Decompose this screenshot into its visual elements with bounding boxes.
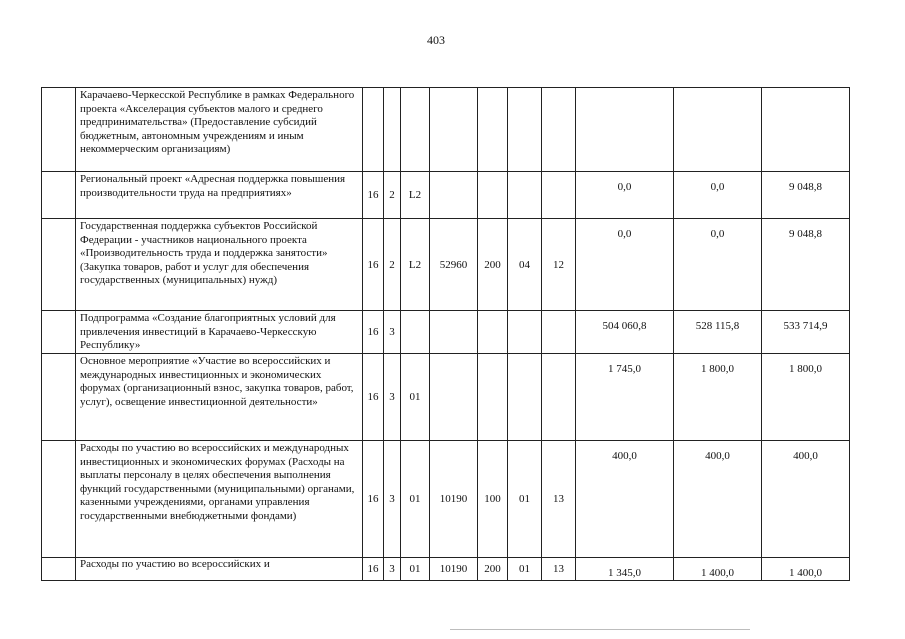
code-prog-cell: 16 [363,558,384,581]
code-rz-cell [508,88,542,172]
table-row [42,311,850,354]
amount-y2022-cell: 1 400,0 [762,558,850,581]
amount-y2020-cell: 504 060,8 [576,311,674,354]
code-prog-cell: 16 [363,219,384,311]
code-sub-cell: 3 [384,311,401,354]
item-name-cell: Основное мероприятие «Участие во всероссийских и международных инвестиционных и экономических форумах (организационный взнос, закупка товаров, работ, услуг), освещение инвестиционной деятельности» [76,354,363,441]
code-prog-cell: 16 [363,354,384,441]
code-main-cell: L2 [401,172,430,219]
code-sub-cell: 2 [384,172,401,219]
code-sub-cell [384,88,401,172]
code-pr-cell [542,88,576,172]
row-number-cell [42,172,76,219]
row-number-cell [42,88,76,172]
code-dir-cell [430,88,478,172]
row-number-cell [42,311,76,354]
code-rz-cell [508,354,542,441]
code-dir-cell: 10190 [430,558,478,581]
amount-y2022-cell [762,88,850,172]
code-rz-cell [508,172,542,219]
code-pr-cell: 12 [542,219,576,311]
code-kvr-cell [478,311,508,354]
table-row [42,219,850,311]
amount-y2022-cell: 9 048,8 [762,172,850,219]
code-kvr-cell [478,172,508,219]
amount-y2020-cell [576,88,674,172]
code-prog-cell: 16 [363,172,384,219]
code-sub-cell: 3 [384,354,401,441]
row-number-cell [42,354,76,441]
amount-y2020-cell: 1 745,0 [576,354,674,441]
item-name-cell: Региональный проект «Адресная поддержка повышения производительности труда на предприятиях» [76,172,363,219]
amount-y2020-cell: 0,0 [576,219,674,311]
code-sub-cell: 3 [384,441,401,558]
page-number: 403 [427,33,445,47]
code-kvr-cell [478,88,508,172]
row-number-cell [42,441,76,558]
code-kvr-cell: 100 [478,441,508,558]
code-dir-cell: 10190 [430,441,478,558]
amount-y2020-cell: 400,0 [576,441,674,558]
scan-artifact-line [450,629,750,630]
amount-y2022-cell: 1 800,0 [762,354,850,441]
table-row [42,558,850,581]
amount-y2021-cell: 0,0 [674,219,762,311]
code-prog-cell [363,88,384,172]
code-kvr-cell: 200 [478,219,508,311]
code-pr-cell: 13 [542,441,576,558]
code-prog-cell: 16 [363,311,384,354]
amount-y2021-cell: 0,0 [674,172,762,219]
code-kvr-cell: 200 [478,558,508,581]
code-main-cell [401,88,430,172]
table-row [42,172,850,219]
budget-table [41,87,850,581]
code-pr-cell [542,354,576,441]
amount-y2021-cell: 1 400,0 [674,558,762,581]
item-name-cell: Государственная поддержка субъектов Российской Федерации - участников национального проекта «Производительность труда и поддержка занятости» (Закупка товаров, работ и услуг для обеспечения государственных (муниципальных) нужд) [76,219,363,311]
item-name-cell: Карачаево-Черкесской Республике в рамках Федерального проекта «Акселерация субъектов малого и среднего предпринимательства» (Предоставление субсидий бюджетным, автономным учреждениям и иным некоммерческим организациям) [76,88,363,172]
code-main-cell: 01 [401,441,430,558]
amount-y2021-cell [674,88,762,172]
code-sub-cell: 3 [384,558,401,581]
table-row [42,88,850,172]
code-rz-cell: 01 [508,441,542,558]
code-kvr-cell [478,354,508,441]
code-sub-cell: 2 [384,219,401,311]
code-dir-cell [430,311,478,354]
code-main-cell [401,311,430,354]
item-name-cell: Подпрограмма «Создание благоприятных условий для привлечения инвестиций в Карачаево-Черкесскую Республику» [76,311,363,354]
amount-y2020-cell: 1 345,0 [576,558,674,581]
code-pr-cell [542,172,576,219]
amount-y2022-cell: 9 048,8 [762,219,850,311]
code-prog-cell: 16 [363,441,384,558]
row-number-cell [42,558,76,581]
table-row [42,441,850,558]
amount-y2021-cell: 1 800,0 [674,354,762,441]
code-rz-cell: 04 [508,219,542,311]
code-dir-cell [430,172,478,219]
code-rz-cell: 01 [508,558,542,581]
code-dir-cell [430,354,478,441]
code-dir-cell: 52960 [430,219,478,311]
table-row [42,354,850,441]
amount-y2021-cell: 528 115,8 [674,311,762,354]
amount-y2022-cell: 400,0 [762,441,850,558]
item-name-cell: Расходы по участию во всероссийских и международных инвестиционных и экономических форумах (Расходы на выплаты персоналу в целях обеспечения выполнения функций государственными (муниципальными) органами, казенными учреждениями, органами управления государственными внебюджетными фондами) [76,441,363,558]
code-pr-cell [542,311,576,354]
amount-y2020-cell: 0,0 [576,172,674,219]
item-name-cell: Расходы по участию во всероссийских и [76,558,363,581]
code-main-cell: L2 [401,219,430,311]
row-number-cell [42,219,76,311]
code-rz-cell [508,311,542,354]
amount-y2022-cell: 533 714,9 [762,311,850,354]
code-pr-cell: 13 [542,558,576,581]
amount-y2021-cell: 400,0 [674,441,762,558]
code-main-cell: 01 [401,558,430,581]
code-main-cell: 01 [401,354,430,441]
